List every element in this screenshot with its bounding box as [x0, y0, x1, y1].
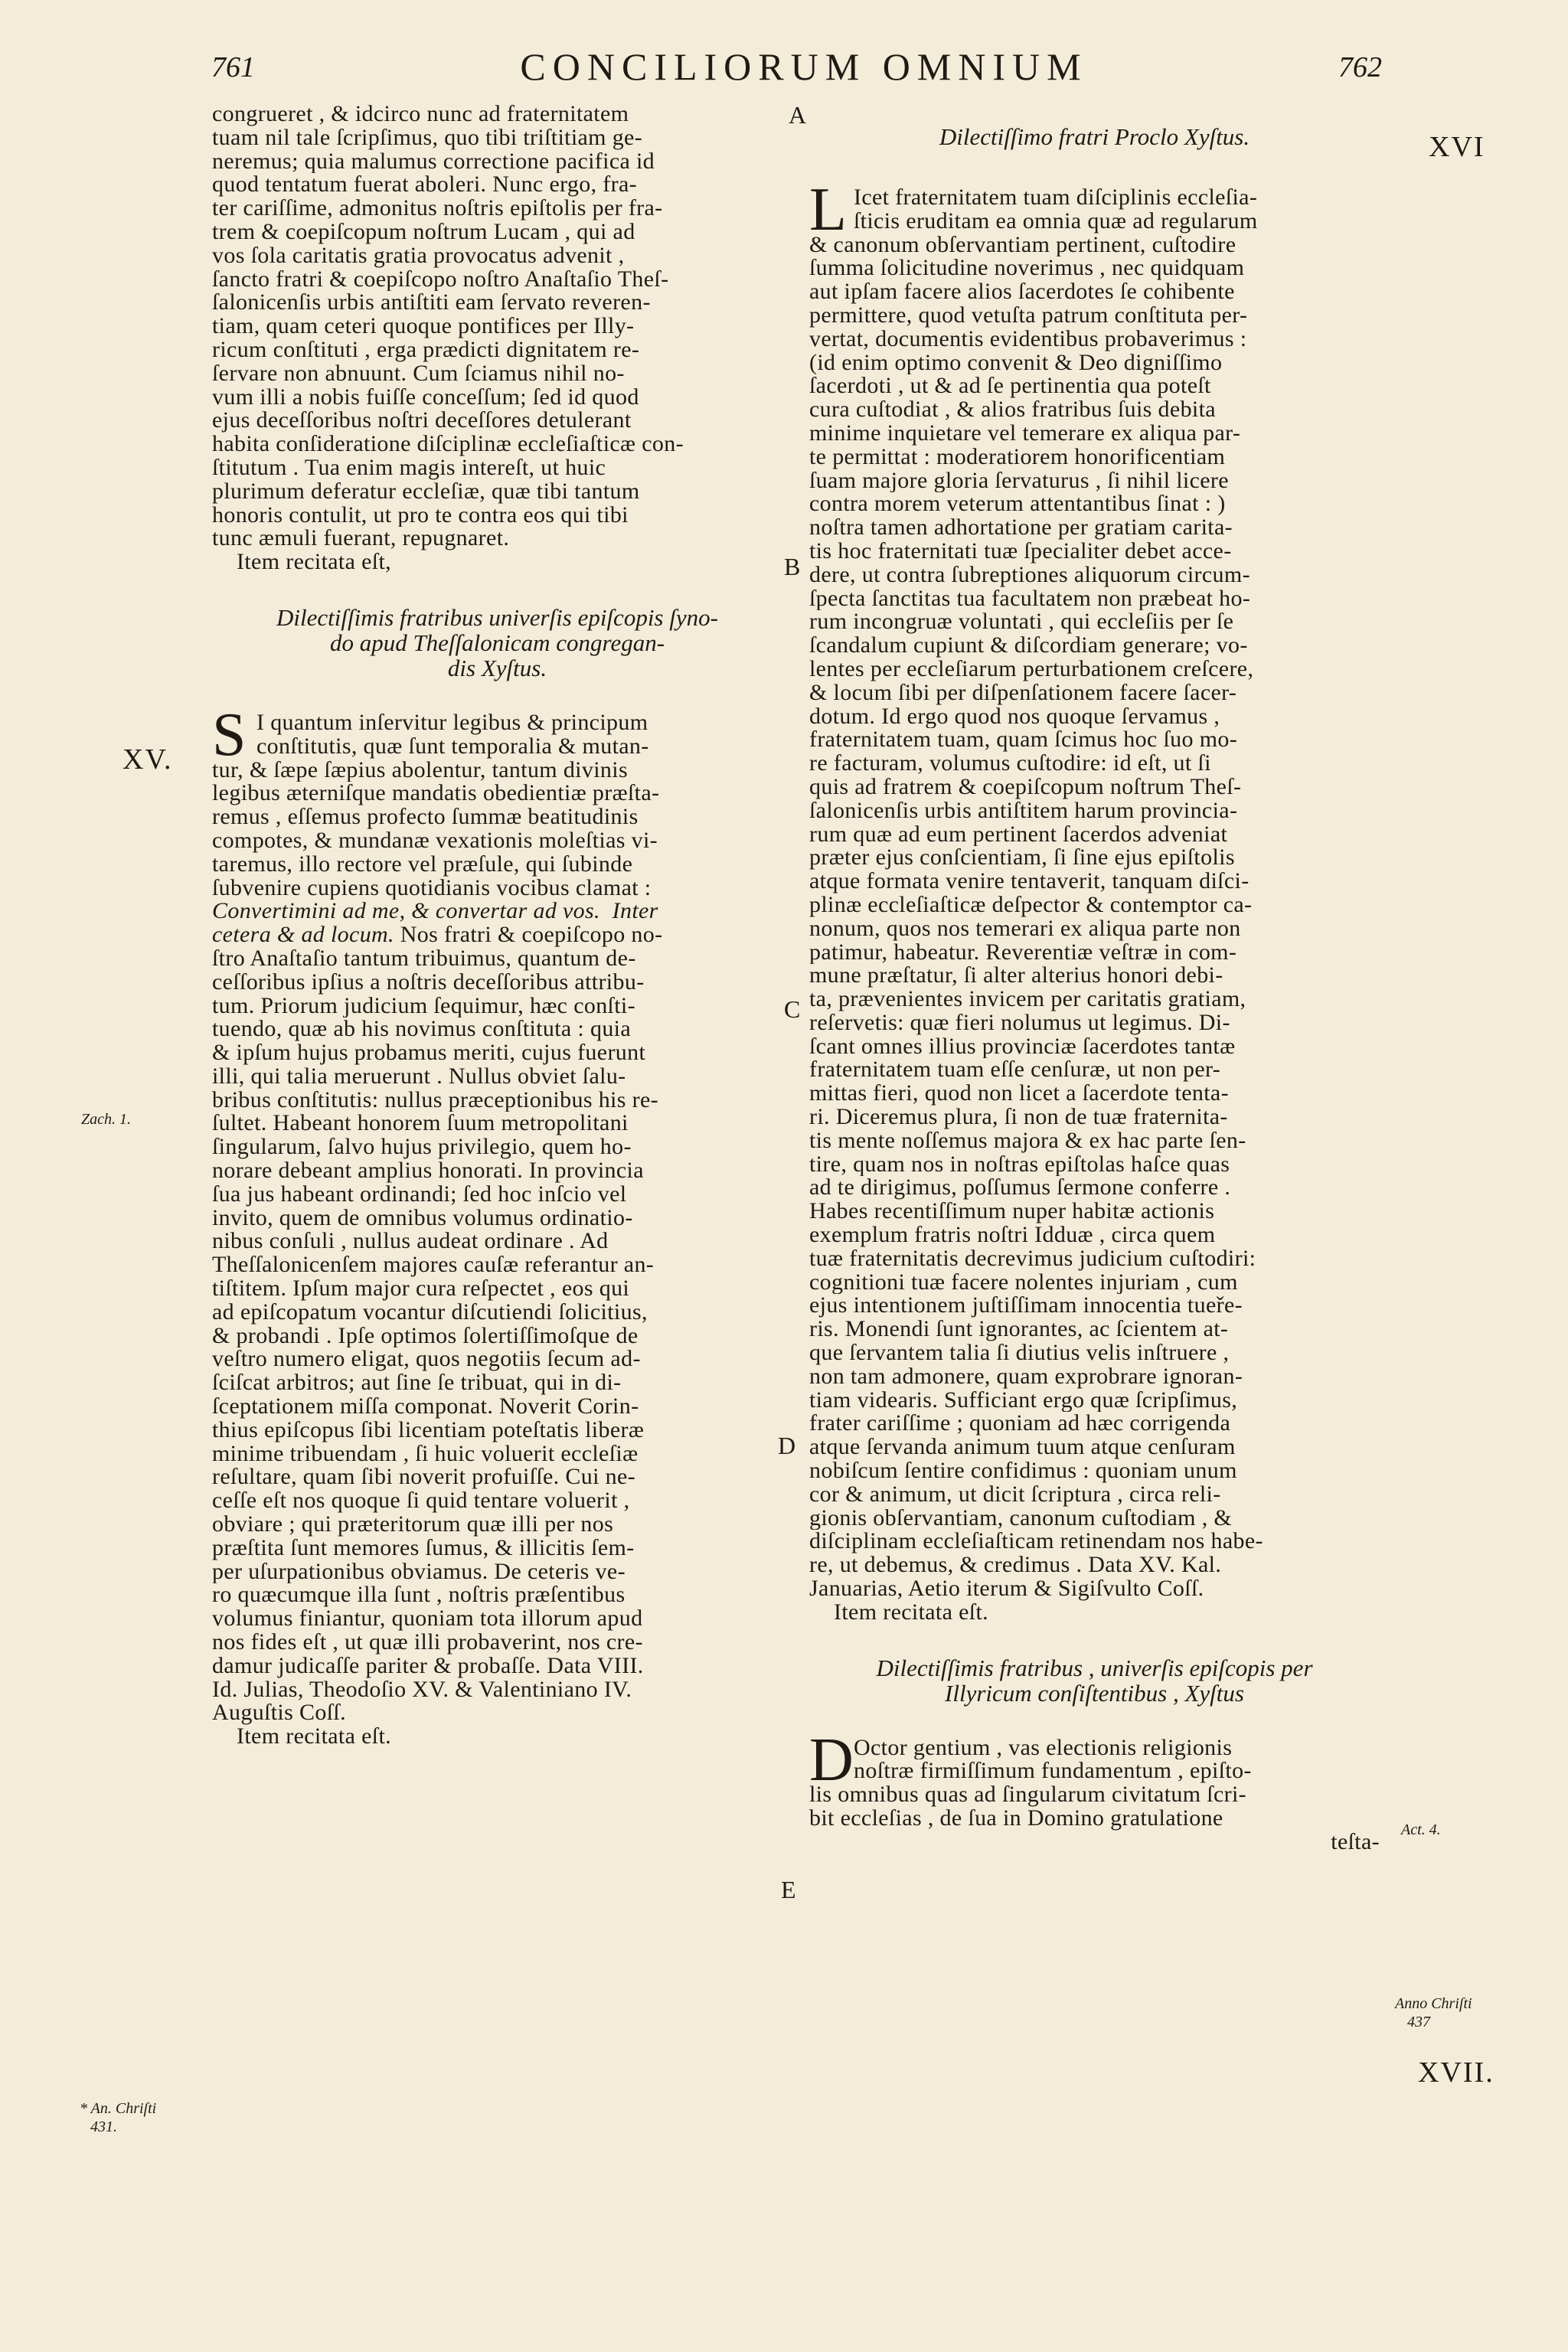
- text-line: minime tribuendam , ſi huic voluerit eccleſiæ: [212, 1442, 639, 1466]
- text-line: frater cariſſime ; quoniam ad hæc corrigenda: [809, 1412, 1231, 1436]
- text-line: veſtro numero eligat, quos negotiis ſecum ad-: [212, 1348, 641, 1372]
- margin-note-an-christi-left: [80, 2099, 156, 2136]
- text-line: cognitioni tuæ facere nolentes injuriam , cum: [809, 1270, 1238, 1295]
- text-line: minime inquietare vel temerare ex aliqua par-: [809, 421, 1241, 446]
- text-line: tis hoc fraternitati tuæ ſpecialiter debet acce-: [809, 539, 1232, 564]
- margin-note-line: * An. Chriſti: [80, 2100, 157, 2117]
- text-line: tiam videaris. Sufficiant ergo quæ ſcripſimus,: [809, 1388, 1238, 1413]
- section-xv-opening: [212, 701, 782, 769]
- text-line: Id. Julias, Theodoſio XV. & Valentiniano IV.: [212, 1677, 632, 1702]
- spacer: [212, 574, 782, 605]
- section-number-xvi: XVI: [1429, 131, 1485, 163]
- text-line: neremus; quia malumus correctione pacifica id: [212, 149, 655, 174]
- item-recitata: Item recitata eſt,: [237, 550, 392, 574]
- text-line: ſcandalum cupiunt & diſcordiam generare; vo-: [809, 634, 1248, 658]
- text-line: tuam nil tale ſcripſimus, quo tibi triſtitiam ge-: [212, 126, 643, 150]
- text-line: ſumma ſolicitudine noverimus , nec quidquam: [809, 256, 1245, 281]
- text-line: nibus conſuli , nullus audeat ordinare . Ad: [212, 1230, 609, 1254]
- text-line: cor & animum, ut dicit ſcriptura , circa reli-: [809, 1482, 1221, 1507]
- text-line: congrueret , & idcirco nunc ad fraternitatem: [212, 103, 629, 126]
- text-line: fraternitatem tuam, quam ſcimus hoc ſuo mo-: [809, 728, 1238, 753]
- text-line: tis mente noſſemus majora & ex hac parte ſen-: [809, 1129, 1246, 1153]
- text-line: diſciplinam eccleſiaſticam retinendam nos habe-: [809, 1530, 1263, 1554]
- text-fragment: Nos fratri & coepiſcopo no-: [400, 923, 663, 947]
- text-line: dere, ut contra ſubreptiones aliquorum circum-: [809, 563, 1250, 587]
- section-xvii-opening: [809, 1726, 1380, 1794]
- text-line: ro quæcumque illa ſunt , noſtris præſentibus: [212, 1583, 626, 1608]
- text-line: cura cuſtodiat , & alios fratribus ſuis debita: [809, 398, 1216, 422]
- text-line: tuendo, quæ ab his novimus conſtituta : quia: [212, 1018, 632, 1042]
- section-xvi-opening: [809, 176, 1380, 243]
- text-line: ad te dirigimus, poſſumus ſermone conferre .: [809, 1176, 1231, 1200]
- text-line: compotes, & mundanæ vexationis moleſtias vi-: [212, 828, 658, 853]
- section-heading-xv-line-1: Dilectiſſimis fratribus univerſis epiſcopis ſyno-: [276, 603, 718, 631]
- text-line: (id enim optimo convenit & Deo digniſſimo: [809, 351, 1223, 375]
- text-line: vos ſola caritatis gratia provocatus advenit ,: [212, 243, 625, 268]
- margin-note-anno-christi-right: [1395, 1994, 1472, 2031]
- text-line: te permittat : moderatiorem honorificentiam: [809, 445, 1226, 469]
- text-line: plinæ eccleſiaſticæ deſpector & contemptor ca-: [809, 893, 1253, 917]
- text-line: Theſſalonicenſem majores cauſæ referantur an-: [212, 1253, 655, 1278]
- text-line: ri. Diceremus plura, ſi non de tuæ fraternita-: [809, 1106, 1228, 1129]
- text-line: atque formata venire tentaverit, tanquam diſci-: [809, 870, 1250, 893]
- text-line: tuæ fraternitatis decrevimus judicium cuſtodiri:: [809, 1246, 1256, 1271]
- text-line: Januarias, Aetio iterum & Sigiſvulto Coſſ.: [809, 1577, 1204, 1601]
- section-heading-xvi: Dilectiſſimo fratri Proclo Xyſtus.: [939, 123, 1250, 150]
- text-block-xv-a: [212, 759, 782, 900]
- text-line: bit eccleſias , de ſua in Domino gratulatione: [809, 1807, 1223, 1831]
- text-line: lentes per eccleſiarum perturbationem creſcere,: [809, 657, 1254, 681]
- text-line: reſervetis: quæ fieri nolumus ut legimus. Di-: [809, 1011, 1230, 1035]
- text-line: tum. Priorum judicium ſequimur, hæc conſti-: [212, 994, 635, 1018]
- running-title: CONCILIORUM OMNIUM: [520, 45, 1088, 88]
- text-line: dotum. Id ergo quod nos quoque ſervamus ,: [809, 704, 1220, 729]
- page-number-left: 761: [211, 51, 255, 83]
- section-heading-xv-line-3: dis Xyſtus.: [447, 654, 547, 681]
- text-line: aut ipſam facere alios ſacerdotes ſe cohibente: [809, 280, 1235, 304]
- margin-note-line: 431.: [90, 2118, 117, 2135]
- text-line: ſticis eruditam ea omnia quæ ad regularum: [854, 209, 1258, 234]
- text-line: præſtita ſunt memores ſumus, & illicitis ſem-: [212, 1536, 635, 1560]
- text-line: ſciſcat arbitros; aut ſine ſe tribuat, qui in di-: [212, 1371, 622, 1396]
- text-line: ſalonicenſis urbis antiſtitem harum provincia-: [809, 799, 1238, 823]
- text-line: ſtro Anaſtaſio tantum tribuimus, quantum de-: [212, 946, 636, 971]
- text-line: illi, qui talia meruerunt . Nullus obviet ſalu-: [212, 1064, 626, 1089]
- text-block-top: [212, 103, 782, 550]
- text-line: ſultet. Habeant honorem ſuum metropolitani: [212, 1112, 629, 1136]
- text-line: obviare ; qui præteritorum quæ illi per nos: [212, 1513, 614, 1537]
- item-recitata: Item recitata eſt.: [237, 1725, 392, 1749]
- spacer: [809, 1625, 1380, 1655]
- text-line: nobiſcum ſentire confidimus : quoniam unum: [809, 1459, 1237, 1483]
- text-line: mune præſtatur, ſi alter alterius honori debi-: [809, 964, 1223, 988]
- text-block-xvi: [809, 234, 1380, 1601]
- section-heading-xvii-line-2: Illyricum conſiſtentibus , Xyſtus: [945, 1679, 1244, 1707]
- text-line: tur, & ſæpe ſæpius abolentur, tantum divinis: [212, 758, 628, 782]
- text-line: thius epiſcopus ſibi licentiam poteſtatis liberæ: [212, 1418, 645, 1442]
- drop-cap-l: L: [809, 176, 847, 243]
- text-line: ſancto fratri & coepiſcopo noſtro Anaſtaſio Theſ-: [212, 267, 669, 292]
- text-line: trem & coepiſcopum noſtrum Lucam , qui ad: [212, 220, 635, 244]
- text-line: noſtra tamen adhortatione per gratiam carita-: [809, 516, 1233, 540]
- text-line: ceſſoribus ipſius a noſtris deceſſoribus attribu-: [212, 970, 645, 995]
- text-line: Icet fraternitatem tuam diſciplinis eccleſia-: [854, 186, 1258, 210]
- margin-note-line: Anno Chriſti: [1395, 1995, 1472, 2012]
- item-recitata: Item recitata eſt.: [834, 1600, 989, 1625]
- text-line: reſultare, quam ſibi noverit profuiſſe. Cui ne-: [212, 1465, 635, 1490]
- text-line: norare debeant amplius honorati. In provincia: [212, 1159, 644, 1183]
- text-line: damur judicaſſe pariter & probaſſe. Data VIII.: [212, 1654, 644, 1678]
- text-line: remus , eſſemus profecto ſummæ beatitudinis: [212, 805, 639, 829]
- text-line: tire, quam nos in noſtras epiſtolas haſce quas: [809, 1152, 1230, 1177]
- text-line: exemplum fratris noſtri Idduæ , circa quem: [809, 1223, 1216, 1247]
- spacer: [809, 149, 1380, 186]
- text-line: invito, quem de omnibus volumus ordinatio-: [212, 1206, 633, 1230]
- text-line: & probandi . Ipſe optimos ſolertiſſimoſque de: [212, 1324, 639, 1348]
- drop-cap-s: S: [212, 701, 247, 769]
- text-line: mittas fieri, quod non licet a ſacerdote tenta-: [809, 1082, 1229, 1106]
- text-line: vum illi a nobis fuiſſe conceſſum; ſed id quod: [212, 385, 639, 410]
- margin-note-act: Act. 4.: [1401, 1821, 1441, 1838]
- text-line: tiam, quam ceteri quoque pontifices per Illy-: [212, 315, 635, 338]
- text-line: vertat, documentis evidentibus probaverimus :: [809, 327, 1247, 351]
- drop-cap-d: D: [809, 1726, 854, 1794]
- text-line: re, ut debemus, & credimus . Data XV. Kal.: [809, 1553, 1222, 1578]
- text-line: ſalonicenſis urbis antiſtiti eam ſervato reveren-: [212, 291, 651, 315]
- text-line: ad epiſcopatum vocantur diſcutiendi ſolicitius,: [212, 1300, 648, 1325]
- text-line: ſtitutum . Tua enim magis intereſt, ut huic: [212, 456, 606, 480]
- gutter-letter-a: A: [789, 101, 807, 129]
- text-line-quote: [212, 900, 782, 923]
- text-line: conſtitutis, quæ ſunt temporalia & mutan-: [256, 734, 649, 759]
- text-line: nonum, quos nos temerari ex aliqua parte non: [809, 916, 1241, 941]
- text-block-xv-b: [212, 947, 782, 1725]
- section-number-xvii: XVII.: [1418, 2056, 1494, 2089]
- gutter-letter-e: E: [781, 1876, 796, 1903]
- scripture-quote: Convertimini ad me, & convertar ad vos.: [212, 900, 600, 924]
- text-line: ejus intentionem juſtiſſimam innocentia tueře-: [809, 1294, 1243, 1318]
- section-heading-xv-line-2: do apud Theſſalonicam congregan-: [329, 629, 665, 656]
- text-line: fraternitatem tuam eſſe cenſuræ, ut non per-: [809, 1058, 1221, 1083]
- text-line: taremus, illo rectore vel præſule, qui ſubinde: [212, 852, 633, 877]
- text-block-xvii: [809, 1783, 1380, 1831]
- text-line: ſpecta ſanctitas tua facultatem non præbeat ho-: [809, 586, 1251, 611]
- text-line-quote-2: [212, 923, 782, 947]
- text-line: & locum ſibi per diſpenſationem facere ſacer-: [809, 681, 1237, 705]
- text-line: ta, prævenientes invicem per caritatis gratiam,: [809, 988, 1246, 1011]
- section-number-xv: XV.: [122, 743, 173, 776]
- gutter-letter-b: B: [784, 553, 801, 580]
- text-line: re facturam, volumus cuſtodire: id eſt, ut ſi: [809, 752, 1211, 776]
- gutter-letter-d: D: [778, 1432, 796, 1459]
- text-line: ſervare non abnuunt. Cum ſciamus nihil no-: [212, 361, 625, 386]
- text-line: ſuam majore gloria ſervaturus , ſi nihil licere: [809, 469, 1229, 493]
- text-line: ſingularum, ſalvo hujus privilegio, quem ho-: [212, 1135, 632, 1160]
- text-line: contra morem veterum attentantibus ſinat : ): [809, 492, 1226, 517]
- text-line: tiſtitem. Ipſum major cura reſpectet , eos qui: [212, 1277, 630, 1301]
- text-line: permittere, quod vetuſta patrum conſtituta per-: [809, 303, 1248, 328]
- text-line: Auguſtis Coſſ.: [212, 1701, 346, 1726]
- section-heading-xvii-line-1: Dilectiſſimis fratribus , univerſis epiſcopis per: [876, 1654, 1313, 1681]
- left-column: [212, 103, 782, 1749]
- text-line: quod tentatum fuerat aboleri. Nunc ergo, fra-: [212, 173, 637, 198]
- text-line: habita conſideratione diſciplinæ eccleſiaſticæ con-: [212, 433, 684, 456]
- text-line: honoris contulit, ut pro te contra eos qui tibi: [212, 503, 629, 528]
- catchword: teſta-: [1331, 1830, 1380, 1854]
- spacer: [212, 681, 782, 711]
- text-line: ris. Monendi ſunt ignorantes, ac ſcientem at-: [809, 1318, 1229, 1342]
- text-line: quis ad fratrem & coepiſcopum noſtrum Theſ-: [809, 775, 1242, 799]
- text-line: ter cariſſime, admonitus noſtris epiſtolis per fra-: [212, 197, 663, 220]
- text-line: ricum conſtituti , erga prædicti dignitatem re-: [212, 338, 640, 362]
- spacer: [809, 1706, 1380, 1736]
- text-line: & canonum obſervantiam pertinent, cuſtodire: [809, 233, 1236, 257]
- running-head: [0, 44, 1568, 106]
- text-line: rum incongruæ voluntati , qui eccleſiis per ſe: [809, 610, 1234, 635]
- margin-note-line: 437: [1407, 2014, 1430, 2030]
- text-line: plurimum deferatur eccleſiæ, quæ tibi tantum: [212, 479, 640, 504]
- text-line: volumus finiantur, quoniam tota illorum apud: [212, 1607, 643, 1632]
- text-line: gionis obſervantiam, canonum cuſtodiam , &: [809, 1506, 1233, 1530]
- text-line: bribus conſtitutis: nullus præceptionibus his re-: [212, 1088, 658, 1112]
- text-line: & ipſum hujus probamus meriti, cujus fuerunt: [212, 1041, 646, 1065]
- page-number-right: 762: [1338, 51, 1382, 83]
- text-line: Octor gentium , vas electionis religionis: [854, 1736, 1233, 1760]
- right-column: [809, 103, 1380, 1854]
- text-line: I quantum inſervitur legibus & principum: [256, 710, 648, 735]
- text-line: ſacerdoti , ut & ad ſe pertinentia qua poteſt: [809, 374, 1211, 399]
- text-line: ſubvenire cupiens quotidianis vocibus clamat :: [212, 876, 652, 900]
- spacer: [809, 103, 1380, 124]
- text-line: nos fides eſt , ut quæ illi probaverint, nos cre-: [212, 1631, 643, 1655]
- text-line: ſceptationem miſſa componat. Noverit Corin-: [212, 1395, 639, 1419]
- gutter-letter-c: C: [784, 995, 801, 1023]
- scripture-quote-inter: Inter: [612, 900, 658, 924]
- text-line: atque ſervanda animum tuum atque cenſuram: [809, 1436, 1236, 1460]
- text-line: ejus deceſſoribus noſtri deceſſores detulerant: [212, 409, 632, 433]
- text-line: tunc æmuli fuerant, repugnaret.: [212, 527, 510, 551]
- margin-note-zach: Zach. 1.: [81, 1111, 131, 1128]
- text-line: ſua jus habeant ordinandi; ſed hoc inſcio vel: [212, 1182, 627, 1207]
- text-line: ſcant omnes illius provinciæ ſacerdotes tantæ: [809, 1034, 1236, 1059]
- text-line: ceſſe eſt nos quoque ſi quid tentare voluerit ,: [212, 1489, 630, 1514]
- text-line: lis omnibus quas ad ſingularum civitatum ſcri-: [809, 1783, 1247, 1807]
- text-line: Habes recentiſſimum nuper habitæ actionis: [809, 1200, 1215, 1224]
- scripture-quote-cetera: cetera & ad locum.: [212, 923, 394, 947]
- text-line: per uſurpationibus obviamus. De ceteris ve-: [212, 1560, 626, 1584]
- text-line: rum quæ ad eum pertinent ſacerdos adveniat: [809, 822, 1228, 847]
- text-line: non tam admonere, quam exprobrare ignoran-: [809, 1364, 1243, 1389]
- text-line: patimur, habeatur. Reverentiæ veſtræ in com-: [809, 940, 1237, 965]
- text-line: legibus æterniſque mandatis obedientiæ præſta-: [212, 782, 660, 806]
- text-line: noſtræ firmiſſimum fundamentum , epiſto-: [854, 1759, 1252, 1784]
- text-line: præter ejus conſcientiam, ſi ſine ejus epiſtolis: [809, 846, 1235, 871]
- text-line: que ſervantem talia ſi diutius velis inſtruere ,: [809, 1341, 1230, 1365]
